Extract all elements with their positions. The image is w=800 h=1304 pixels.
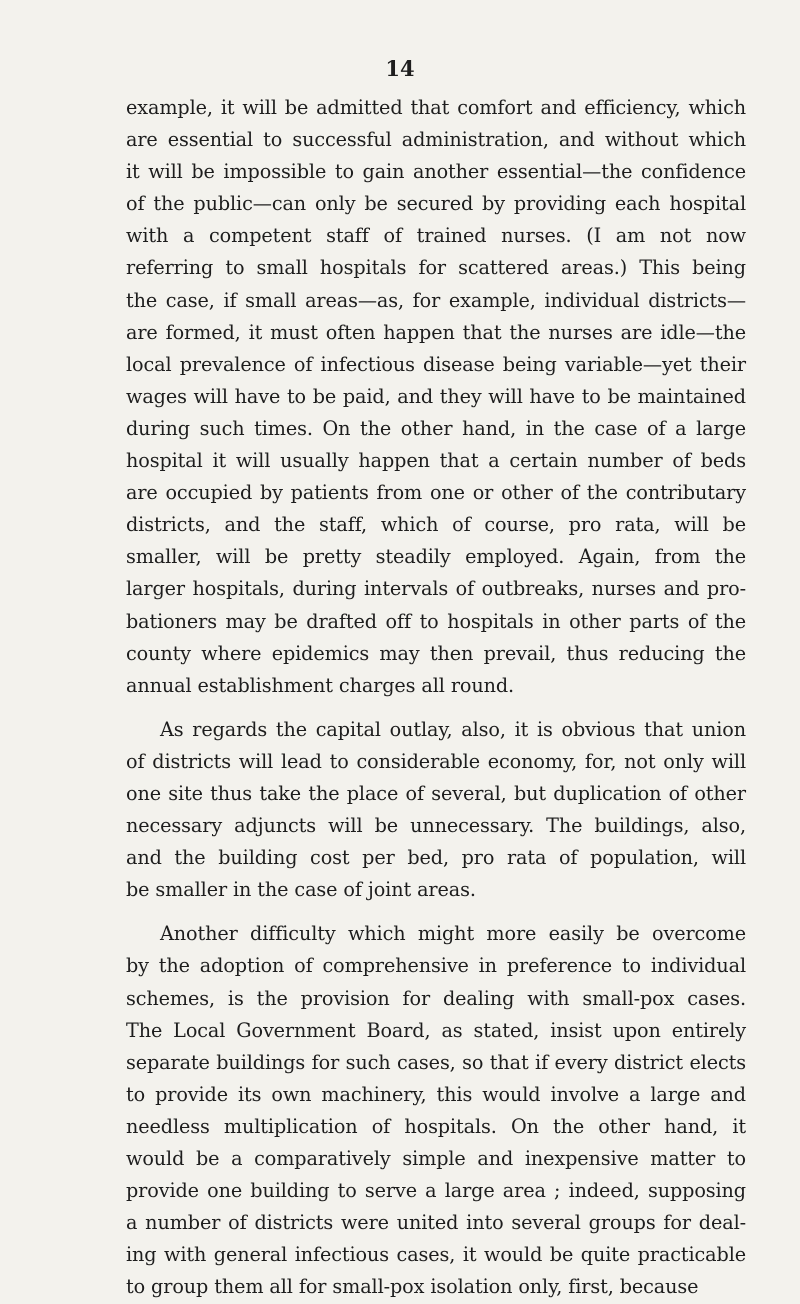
text-line: bationers may be drafted off to hospitals in other parts of the [126, 609, 746, 633]
paragraph-gap [126, 702, 746, 714]
text-line: to group them all for small-pox isolation only, first, because [126, 1275, 699, 1299]
paragraph [126, 92, 746, 702]
text-line: ing with general infectious cases, it would be quite practicable [126, 1243, 746, 1267]
text-line: schemes, is the provision for dealing with small-pox cases. [126, 986, 746, 1010]
text-line: referring to small hospitals for scattered areas.) This being [126, 256, 746, 280]
paragraph [126, 714, 746, 907]
text-line: with a competent staff of trained nurses. (I am not now [126, 224, 746, 248]
text-line: county where epidemics may then prevail, thus reducing the [126, 641, 746, 665]
text-line: wages will have to be paid, and they will have to be maintained [126, 384, 746, 408]
text-line: one site thus take the place of several, but duplication of other [126, 781, 746, 805]
paragraph [126, 918, 746, 1303]
text-line: it will be impossible to gain another essential—the confidence [126, 160, 746, 184]
text-line: would be a comparatively simple and inexpensive matter to [126, 1147, 746, 1170]
text-line: Another difficulty which might more easily be overcome [160, 922, 746, 946]
text-line: The Local Government Board, as stated, insist upon entirely [126, 1018, 746, 1042]
body-text [126, 92, 746, 1303]
text-line: during such times. On the other hand, in the case of a large [126, 416, 746, 440]
text-line: and the building cost per bed, pro rata of population, will [126, 846, 746, 870]
text-line: local prevalence of infectious disease being variable—yet their [126, 352, 746, 376]
text-line: hospital it will usually happen that a certain number of beds [126, 449, 746, 473]
text-line: separate buildings for such cases, so that if every district elects [126, 1050, 746, 1074]
text-line: by the adoption of comprehensive in preference to individual [126, 954, 746, 978]
text-line: example, it will be admitted that comfort and efficiency, which [126, 96, 746, 119]
text-line: larger hospitals, during intervals of outbreaks, nurses and pro- [126, 577, 746, 601]
text-line: are essential to successful administration, and without which [126, 128, 746, 152]
text-line: are occupied by patients from one or other of the contributary [126, 481, 746, 505]
text-line: the case, if small areas—as, for example, individual districts— [126, 288, 746, 312]
paragraph-gap [126, 906, 746, 918]
text-line: needless multiplication of hospitals. On the other hand, it [126, 1114, 746, 1138]
text-line: districts, and the staff, which of course, pro rata, will be [126, 513, 746, 537]
text-line: of the public—can only be secured by providing each hospital [126, 192, 746, 216]
paragraphs [126, 92, 746, 1303]
text-line: be smaller in the case of joint areas. [126, 878, 476, 902]
text-line: provide one building to serve a large area ; indeed, supposing [126, 1179, 746, 1203]
text-line: a number of districts were united into several groups for deal- [126, 1211, 746, 1235]
text-line: to provide its own machinery, this would involve a large and [126, 1082, 746, 1106]
text-line: are formed, it must often happen that the nurses are idle—the [126, 320, 746, 344]
text-line: As regards the capital outlay, also, it is obvious that union [160, 717, 746, 741]
text-line: necessary adjuncts will be unnecessary. The buildings, also, [126, 814, 746, 838]
page-number: 14 [385, 56, 415, 81]
text-line: of districts will lead to considerable economy, for, not only will [126, 749, 746, 773]
text-line: smaller, will be pretty steadily employed. Again, from the [126, 545, 746, 569]
text-line: annual establishment charges all round. [126, 673, 515, 697]
